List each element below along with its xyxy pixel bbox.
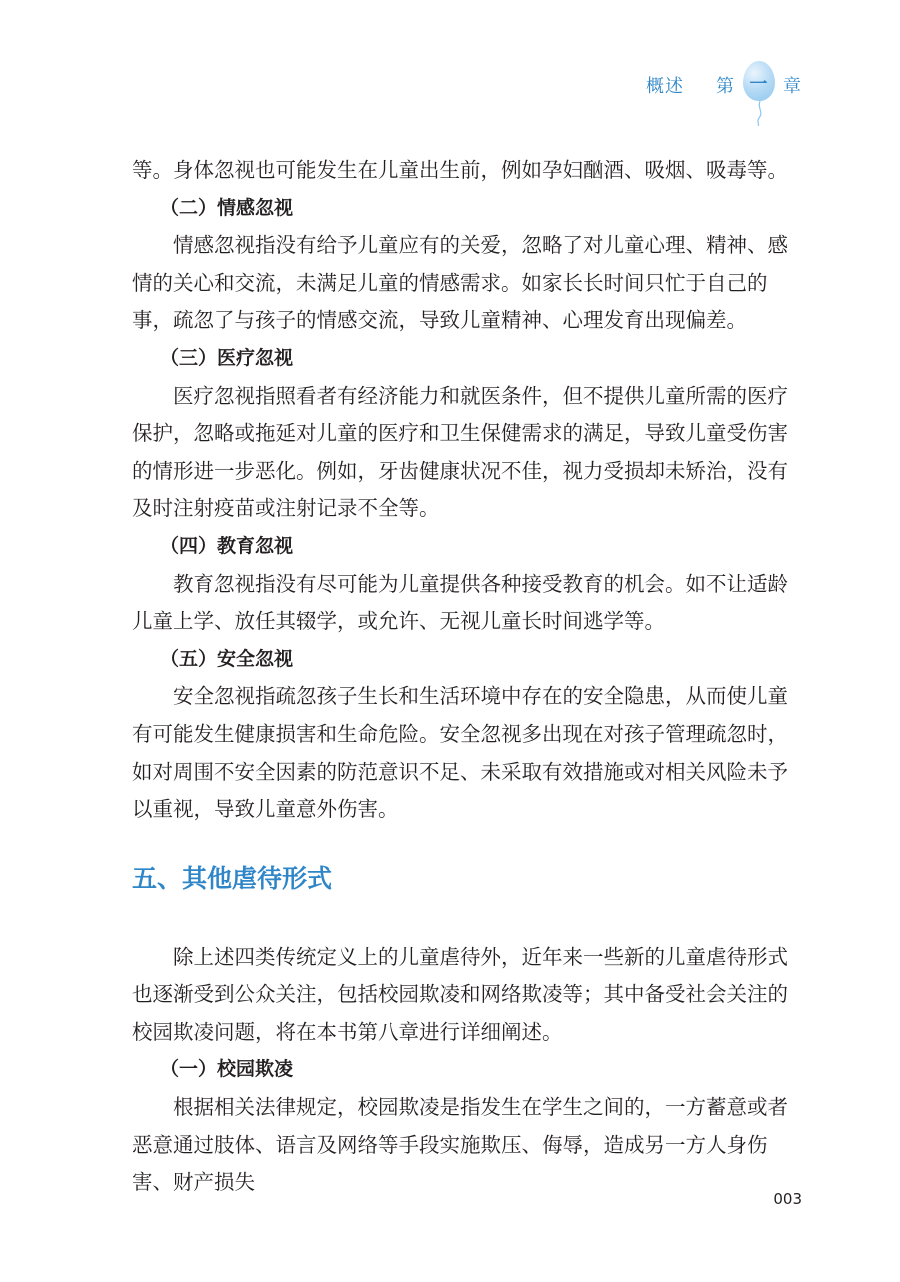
page-number: 003 xyxy=(773,1190,802,1208)
chapter-number: 一 xyxy=(749,74,769,95)
heading-school-bullying: （一）校园欺凌 xyxy=(160,1058,294,1081)
heading-emotional-neglect: （二）情感忽视 xyxy=(160,196,294,219)
paragraph-other-abuse-intro: 除上述四类传统定义上的儿童虐待外，近年来一些新的儿童虐待形式也逐渐受到公众关注，包括校园欺凌和网络欺凌等；其中备受社会关注的校园欺凌问题，将在本书第八章进行详细阐述。 xyxy=(132,944,788,1044)
heading-medical-neglect: （三）医疗忽视 xyxy=(160,346,294,369)
paragraph-safety-neglect: 安全忽视指疏忽孩子生长和生活环境中存在的安全隐患，从而使儿童有可能发生健康损害和生命危险。安全忽视多出现在对孩子管理疏忽时，如对周围不安全因素的防范意识不足、未采取有效措施或对相关风险未予以重视，导致儿童意外伤害。 xyxy=(132,684,788,822)
section-heading-other-abuse: 五、其他虐待形式 xyxy=(132,863,333,893)
section-title: 概述 xyxy=(646,76,684,97)
balloon-string-icon xyxy=(751,100,771,126)
chapter-suffix: 章 xyxy=(783,76,802,97)
running-head xyxy=(646,70,802,100)
page-body xyxy=(132,152,802,1202)
paragraph-emotional-neglect: 情感忽视指没有给予儿童应有的关爱，忽略了对儿童心理、精神、感情的关心和交流，未满足儿童的情感需求。如家长长时间只忙于自己的事，疏忽了与孩子的情感交流，导致儿童精神、心理发育出现偏差。 xyxy=(132,233,788,333)
paragraph-education-neglect: 教育忽视指没有尽可能为儿童提供各种接受教育的机会。如不让适龄儿童上学、放任其辍学，或允许、无视儿童长时间逃学等。 xyxy=(132,571,788,634)
paragraph-school-bullying: 根据相关法律规定，校园欺凌是指发生在学生之间的，一方蓄意或者恶意通过肢体、语言及网络等手段实施欺压、侮辱，造成另一方人身伤害、财产损失 xyxy=(132,1095,788,1195)
chapter-prefix: 第 xyxy=(716,76,735,97)
chapter-number-badge xyxy=(741,70,777,100)
paragraph-medical-neglect: 医疗忽视指照看者有经济能力和就医条件，但不提供儿童所需的医疗保护，忽略或拖延对儿童的医疗和卫生保健需求的满足，导致儿童受伤害的情形进一步恶化。例如，牙齿健康状况不佳，视力受损却未矫治，没有及时注射疫苗或注射记录不全等。 xyxy=(132,383,788,521)
heading-safety-neglect: （五）安全忽视 xyxy=(160,647,294,670)
heading-education-neglect: （四）教育忽视 xyxy=(160,534,294,557)
continuation-paragraph: 等。身体忽视也可能发生在儿童出生前，例如孕妇酗酒、吸烟、吸毒等。 xyxy=(132,158,788,182)
